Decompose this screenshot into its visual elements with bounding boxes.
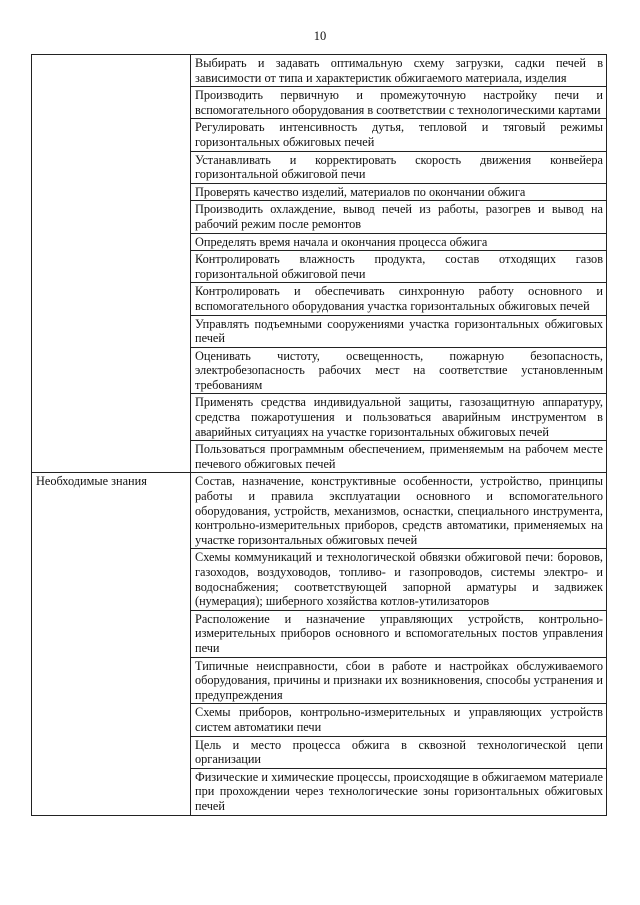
- competency-table: [31, 54, 607, 816]
- skill-cell: Производить первичную и промежуточную настройку печи и вспомогательного оборудования в соответствии с технологическими картами: [191, 87, 607, 119]
- skill-cell: Выбирать и задавать оптимальную схему загрузки, садки печей в зависимости от типа и характеристик обжигаемого материала, изделия: [191, 55, 607, 87]
- knowledge-label: Необходимые знания: [32, 473, 191, 815]
- knowledge-cell: Типичные неисправности, сбои в работе и настройках обслуживаемого оборудования, причины и признаки их возникновения, способы устранения и предупреждения: [191, 657, 607, 704]
- skill-cell: Устанавливать и корректировать скорость движения конвейера горизонтальной обжиговой печи: [191, 151, 607, 183]
- knowledge-cell: Расположение и назначение управляющих устройств, контрольно-измерительных приборов основного и вспомогательных постов управления печи: [191, 610, 607, 657]
- skill-cell: Контролировать влажность продукта, состав отходящих газов горизонтальной обжиговой печи: [191, 251, 607, 283]
- knowledge-cell: Физические и химические процессы, происходящие в обжигаемом материале при прохождении через технологические зоны горизонтальных обжиговых печей: [191, 768, 607, 815]
- label-cell-empty: [32, 55, 191, 473]
- skill-cell: Контролировать и обеспечивать синхронную работу основного и вспомогательного оборудования участка горизонтальных обжиговых печей: [191, 283, 607, 315]
- skill-cell: Определять время начала и окончания процесса обжига: [191, 233, 607, 251]
- knowledge-cell: Цель и место процесса обжига в сквозной технологической цепи организации: [191, 736, 607, 768]
- knowledge-cell: Схемы коммуникаций и технологической обвязки обжиговой печи: боровов, газоходов, воздуховодов, топливо- и газопроводов, системы электро- и водоснабжения; соответствующей запорной арматуры и задвижек (нумерация); шиберного хозяйства котлов-утилизаторов: [191, 549, 607, 610]
- knowledge-cell: Состав, назначение, конструктивные особенности, устройство, принципы работы и правила эксплуатации основного и вспомогательного оборудования, устройств, механизмов, оснастки, специального инструмента, контрольно-измерительных приборов, средств автоматики, применяемых на участке горизонтальных обжиговых печей: [191, 473, 607, 549]
- skill-cell: Применять средства индивидуальной защиты, газозащитную аппаратуру, средства пожаротушения и пользоваться аварийным инструментом в аварийных ситуациях на участке горизонтальных обжиговых печей: [191, 394, 607, 441]
- skill-cell: Управлять подъемными сооружениями участка горизонтальных обжиговых печей: [191, 315, 607, 347]
- skill-cell: Производить охлаждение, вывод печей из работы, разогрев и вывод на рабочий режим после ремонтов: [191, 201, 607, 233]
- skill-cell: Регулировать интенсивность дутья, тепловой и тяговый режимы горизонтальных обжиговых печей: [191, 119, 607, 151]
- skill-cell: Оценивать чистоту, освещенность, пожарную безопасность, электробезопасность рабочих мест на соответствие установленным требованиям: [191, 347, 607, 394]
- table-row: [32, 473, 607, 549]
- skill-cell: Пользоваться программным обеспечением, применяемым на рабочем месте печевого обжиговых печей: [191, 441, 607, 473]
- knowledge-cell: Схемы приборов, контрольно-измерительных и управляющих устройств систем автоматики печи: [191, 704, 607, 736]
- table-row: [32, 55, 607, 87]
- skill-cell: Проверять качество изделий, материалов по окончании обжига: [191, 183, 607, 201]
- page-number: 10: [313, 29, 327, 43]
